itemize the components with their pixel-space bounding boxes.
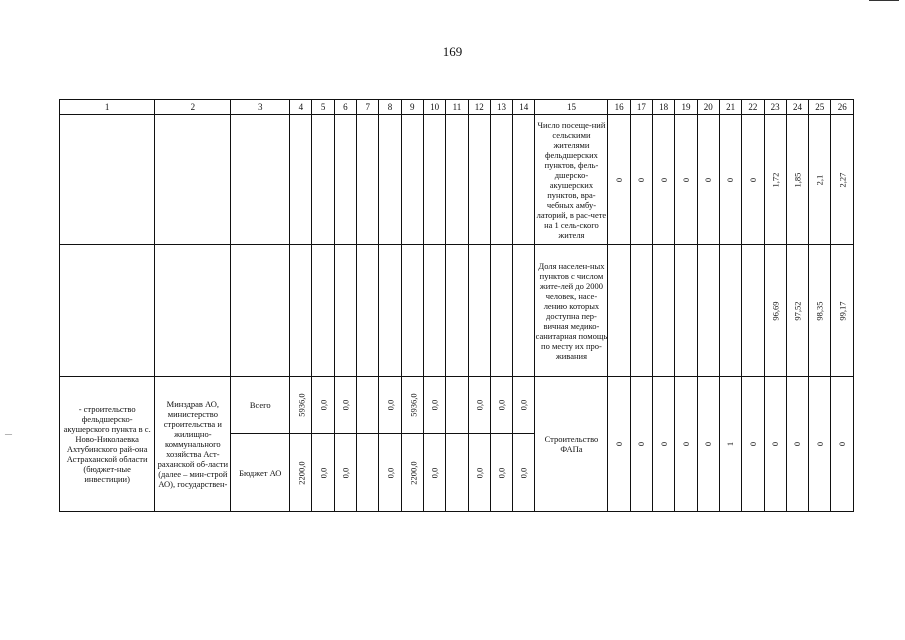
amount-text: 0,0 [318, 467, 329, 478]
value-cell [608, 245, 630, 377]
value-cell [786, 377, 808, 512]
value-text: 0 [680, 441, 691, 447]
col-header: 7 [357, 100, 379, 115]
col-header: 12 [468, 100, 490, 115]
amount-text: 0,0 [385, 467, 395, 478]
funding-source: Бюджет АО [231, 434, 290, 512]
value-cell [786, 115, 808, 245]
value-text: 98,35 [814, 300, 825, 321]
col-header: 23 [764, 100, 786, 115]
value-cell [675, 245, 697, 377]
amount-text: 0,0 [474, 467, 485, 478]
col-header: 16 [608, 100, 630, 115]
indicator-name: Число посеще-ний сельскими жителями фельдшерских пунктов, фель-дшерско-акушерских пунктов, вра-чебных амбу-латорий, в рас-чете на 1 сель-ского жителя [535, 115, 608, 245]
value-cell [653, 245, 675, 377]
value-cell [630, 115, 652, 245]
col-header: 24 [786, 100, 808, 115]
value-cell [630, 245, 652, 377]
empty-cell [379, 245, 401, 377]
value-cell [719, 245, 741, 377]
amount-text: 0,0 [496, 467, 507, 478]
col-header: 13 [490, 100, 512, 115]
program-table [59, 99, 854, 512]
empty-cell [290, 245, 312, 377]
value-cell [809, 377, 831, 512]
col-header: 8 [379, 100, 401, 115]
corner-line [869, 0, 899, 2]
value-text: 0 [703, 177, 714, 182]
empty-cell [490, 245, 512, 377]
empty-cell [357, 434, 379, 512]
col-header: 6 [334, 100, 356, 115]
empty-cell [513, 245, 535, 377]
value-cell [809, 245, 831, 377]
empty-cell [334, 245, 356, 377]
empty-cell [490, 115, 512, 245]
empty-cell [423, 245, 445, 377]
value-cell [697, 377, 719, 512]
amount-cell [290, 377, 312, 434]
col-header: 10 [423, 100, 445, 115]
col-header: 3 [231, 100, 290, 115]
value-cell [742, 377, 764, 512]
value-cell [809, 115, 831, 245]
value-text: 0 [792, 441, 803, 447]
value-cell [786, 245, 808, 377]
value-cell [719, 377, 741, 512]
value-text: 0 [636, 441, 647, 447]
value-text: 1,85 [792, 172, 803, 187]
amount-text: 0,0 [318, 399, 329, 411]
empty-cell [231, 115, 290, 245]
col-header: 4 [290, 100, 312, 115]
amount-text: 5936,0 [296, 393, 307, 417]
amount-cell [334, 377, 356, 434]
amount-text: 0,0 [385, 399, 395, 411]
amount-text: 0,0 [518, 399, 529, 411]
measure-name: - строительство фельдшерско-акушерского пункта в с. Ново-Николаевка Ахтубинского рай-она Астраханской области (бюджет-ные инвестиции) [60, 377, 155, 512]
value-cell [764, 377, 786, 512]
amount-text: 2200,0 [408, 460, 419, 485]
amount-text: 0,0 [518, 467, 529, 478]
amount-cell [401, 434, 423, 512]
value-text: 0 [770, 441, 781, 447]
value-text: 96,69 [770, 300, 781, 321]
value-cell [742, 245, 764, 377]
col-header: 18 [653, 100, 675, 115]
amount-text: 2200,0 [296, 460, 307, 485]
amount-text: 0,0 [474, 399, 485, 411]
value-text: 0 [614, 441, 625, 447]
empty-cell [312, 115, 334, 245]
empty-cell [446, 115, 468, 245]
value-text: 0 [658, 441, 669, 447]
amount-cell [423, 377, 445, 434]
empty-cell [401, 115, 423, 245]
col-header: 17 [630, 100, 652, 115]
col-header: 1 [60, 100, 155, 115]
value-text: 1 [725, 441, 736, 447]
value-text: 99,17 [837, 300, 848, 321]
amount-cell [290, 434, 312, 512]
value-text: 0 [837, 441, 848, 447]
value-cell [653, 115, 675, 245]
amount-cell [334, 434, 356, 512]
indicator-name: Строительство ФАПа [535, 377, 608, 512]
empty-cell [379, 115, 401, 245]
value-cell [764, 115, 786, 245]
empty-cell [423, 115, 445, 245]
amount-cell [490, 377, 512, 434]
amount-cell [379, 377, 401, 434]
amount-cell [312, 434, 334, 512]
value-cell [675, 115, 697, 245]
empty-cell [446, 245, 468, 377]
value-cell [831, 377, 854, 512]
amount-cell [312, 377, 334, 434]
col-header: 2 [155, 100, 231, 115]
value-cell [742, 115, 764, 245]
value-text: 2,27 [837, 172, 848, 187]
amount-text: 0,0 [429, 399, 440, 411]
value-cell [719, 115, 741, 245]
amount-text: 0,0 [340, 467, 351, 478]
margin-mark: — [5, 430, 12, 438]
indicator-row [60, 115, 854, 245]
value-cell [630, 377, 652, 512]
value-text: 0 [747, 441, 758, 447]
value-cell [764, 245, 786, 377]
page-number: 169 [442, 44, 463, 59]
empty-cell [290, 115, 312, 245]
value-text: 97,52 [792, 300, 803, 321]
value-cell [608, 377, 630, 512]
executor-name: Минздрав АО, министерство строительства и жилищно-коммунального хозяйства Аст-раханской об-ласти (далее – мин-строй АО), государствен- [155, 377, 231, 512]
empty-cell [231, 245, 290, 377]
empty-cell [357, 115, 379, 245]
value-text: 0 [680, 177, 691, 182]
funding-source: Всего [231, 377, 290, 434]
amount-text: 0,0 [496, 399, 507, 411]
value-cell [697, 245, 719, 377]
empty-cell [513, 115, 535, 245]
empty-cell [468, 115, 490, 245]
value-text: 0 [814, 441, 825, 447]
indicator-row [60, 245, 854, 377]
amount-cell [379, 434, 401, 512]
value-text: 2,1 [814, 174, 825, 185]
value-cell [831, 245, 854, 377]
col-header: 19 [675, 100, 697, 115]
col-header: 15 [535, 100, 608, 115]
value-text: 0 [747, 177, 758, 182]
amount-text: 0,0 [429, 467, 440, 478]
col-header: 25 [809, 100, 831, 115]
header-row [60, 100, 854, 115]
value-text: 0 [703, 441, 714, 447]
value-cell [675, 377, 697, 512]
empty-cell [357, 245, 379, 377]
empty-cell [357, 377, 379, 434]
col-header: 20 [697, 100, 719, 115]
amount-cell [401, 377, 423, 434]
value-text: 0 [725, 177, 736, 182]
amount-cell [490, 434, 512, 512]
empty-cell [155, 245, 231, 377]
value-text: 1,72 [770, 172, 781, 187]
empty-cell [334, 115, 356, 245]
col-header: 11 [446, 100, 468, 115]
value-cell [831, 115, 854, 245]
col-header: 26 [831, 100, 854, 115]
empty-cell [60, 115, 155, 245]
value-text: 0 [636, 177, 647, 182]
amount-cell [423, 434, 445, 512]
funding-row-total [60, 377, 854, 434]
col-header: 5 [312, 100, 334, 115]
value-cell [608, 115, 630, 245]
value-cell [697, 115, 719, 245]
empty-cell [155, 115, 231, 245]
amount-cell [468, 434, 490, 512]
value-cell [653, 377, 675, 512]
empty-cell [312, 245, 334, 377]
value-text: 0 [658, 177, 669, 182]
amount-cell [513, 377, 535, 434]
col-header: 14 [513, 100, 535, 115]
empty-cell [468, 245, 490, 377]
empty-cell [446, 434, 468, 512]
empty-cell [446, 377, 468, 434]
empty-cell [401, 245, 423, 377]
indicator-name: Доля населен-ных пунктов с числом жите-лей до 2000 человек, насе-лению которых доступна пер-вичная медико-санитарная помощь по месту их про-живания [535, 245, 608, 377]
col-header: 22 [742, 100, 764, 115]
amount-cell [468, 377, 490, 434]
amount-text: 5936,0 [408, 393, 419, 417]
amount-cell [513, 434, 535, 512]
col-header: 21 [719, 100, 741, 115]
value-text: 0 [614, 177, 625, 182]
empty-cell [60, 245, 155, 377]
col-header: 9 [401, 100, 423, 115]
amount-text: 0,0 [340, 399, 351, 411]
